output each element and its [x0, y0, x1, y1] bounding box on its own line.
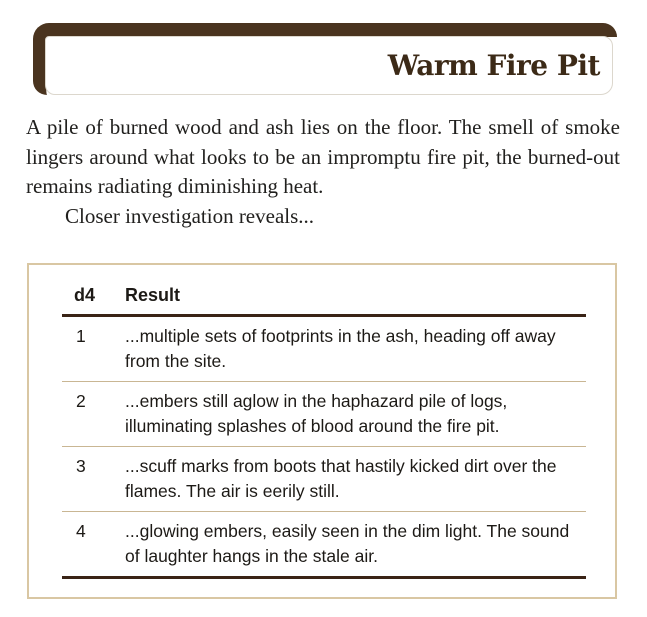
roll-result: ...scuff marks from boots that hastily kicked dirt over the flames. The air is eerily still.	[125, 447, 586, 512]
description-paragraph: A pile of burned wood and ash lies on the floor. The smell of smoke lingers around what looks to be an impromptu fire pit, the burned-out remains radiating diminishing heat.	[26, 115, 620, 198]
description-paragraph-investigation: Closer investigation reveals...	[65, 203, 315, 228]
column-header-result: Result	[125, 281, 586, 316]
header-callout	[33, 23, 617, 95]
table-header-row	[62, 281, 586, 316]
roll-number: 4	[62, 512, 125, 578]
roll-number: 1	[62, 316, 125, 382]
roll-result: ...glowing embers, easily seen in the dim light. The sound of laughter hangs in the stale air.	[125, 512, 586, 578]
page-title: Warm Fire Pit	[387, 49, 600, 82]
d4-table-box	[27, 263, 617, 599]
header-title-box	[45, 36, 613, 95]
roll-result: ...embers still aglow in the haphazard pile of logs, illuminating splashes of blood around the fire pit.	[125, 382, 586, 447]
d4-roll-table	[62, 281, 586, 579]
table-row	[62, 316, 586, 382]
table-row	[62, 382, 586, 447]
table-row	[62, 512, 586, 578]
roll-number: 2	[62, 382, 125, 447]
description-block	[26, 113, 620, 231]
roll-result: ...multiple sets of footprints in the ash, heading off away from the site.	[125, 316, 586, 382]
column-header-d4: d4	[62, 281, 125, 316]
table-row	[62, 447, 586, 512]
roll-number: 3	[62, 447, 125, 512]
